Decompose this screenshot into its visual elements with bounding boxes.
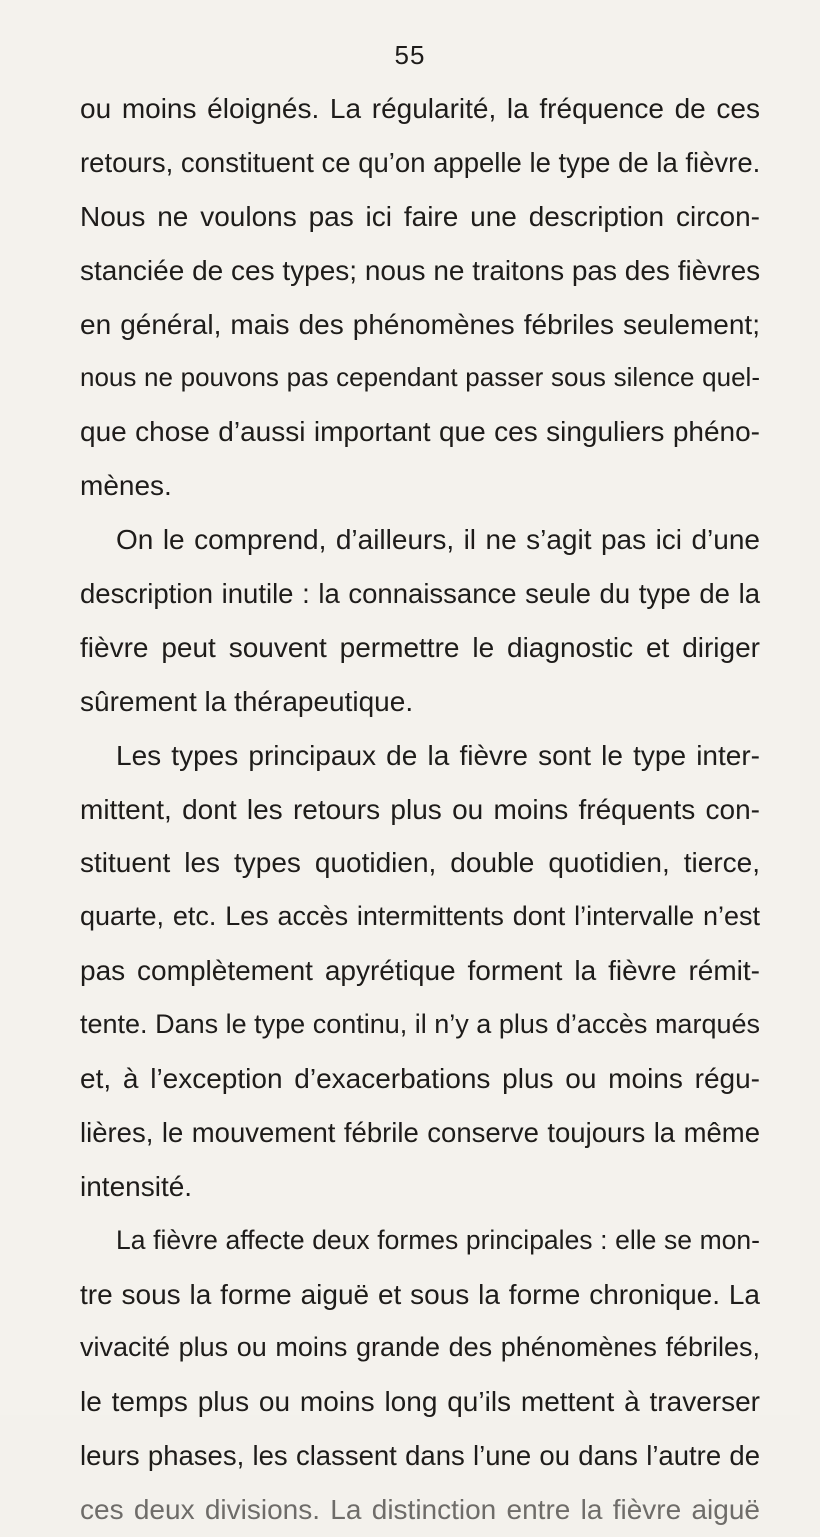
- text-line: que chose d’aussi important que ces singuliers phéno-: [80, 416, 760, 448]
- text-line: en général, mais des phénomènes fébriles seulement;: [80, 308, 760, 340]
- text-line: sûrement la thérapeutique.: [80, 685, 414, 717]
- text-line: mittent, dont les retours plus ou moins fréquents con-: [80, 793, 760, 825]
- text-line: leurs phases, les classent dans l’une ou dans l’autre de: [80, 1440, 760, 1472]
- page-number: 55: [394, 40, 426, 70]
- text-line: intensité.: [80, 1170, 193, 1202]
- text-line: Nous ne voulons pas ici faire une description circon-: [80, 200, 760, 232]
- text-line: ou moins éloignés. La régularité, la fréquence de ces: [80, 93, 760, 124]
- text-line: nous ne pouvons pas cependant passer sous silence quel-: [80, 362, 760, 393]
- text-line: le temps plus ou moins long qu’ils mettent à traverser: [80, 1386, 760, 1418]
- text-line: La fièvre affecte deux formes principales : elle se mon-: [116, 1224, 760, 1255]
- text-line: On le comprend, d’ailleurs, il ne s’agit pas ici d’une: [116, 524, 760, 556]
- text-line: Les types principaux de la fièvre sont le type inter-: [116, 739, 760, 771]
- body-text: [80, 82, 760, 1537]
- text-line: ces deux divisions. La distinction entre la fièvre aiguë: [80, 1494, 760, 1526]
- text-line: tre sous la forme aiguë et sous la forme chronique. La: [80, 1278, 760, 1310]
- text-line: pas complètement apyrétique forment la fièvre rémit-: [80, 955, 760, 987]
- text-line: stanciée de ces types; nous ne traitons pas des fièvres: [80, 254, 761, 286]
- text-line: quarte, etc. Les accès intermittents dont l’intervalle n’est: [80, 901, 760, 932]
- text-line: vivacité plus ou moins grande des phénomènes fébriles,: [80, 1332, 760, 1363]
- text-line: tente. Dans le type continu, il n’y a plus d’accès marqués: [80, 1009, 760, 1040]
- text-line: stituent les types quotidien, double quotidien, tierce,: [80, 847, 760, 879]
- text-line: retours, constituent ce qu’on appelle le type de la fièvre.: [80, 146, 761, 178]
- text-line: mènes.: [80, 470, 172, 502]
- text-line: et, à l’exception d’exacerbations plus ou moins régu-: [80, 1063, 760, 1095]
- text-line: description inutile : la connaissance seule du type de la: [80, 578, 760, 610]
- text-line: lières, le mouvement fébrile conserve toujours la même: [80, 1116, 760, 1148]
- text-line: fièvre peut souvent permettre le diagnostic et diriger: [80, 631, 760, 663]
